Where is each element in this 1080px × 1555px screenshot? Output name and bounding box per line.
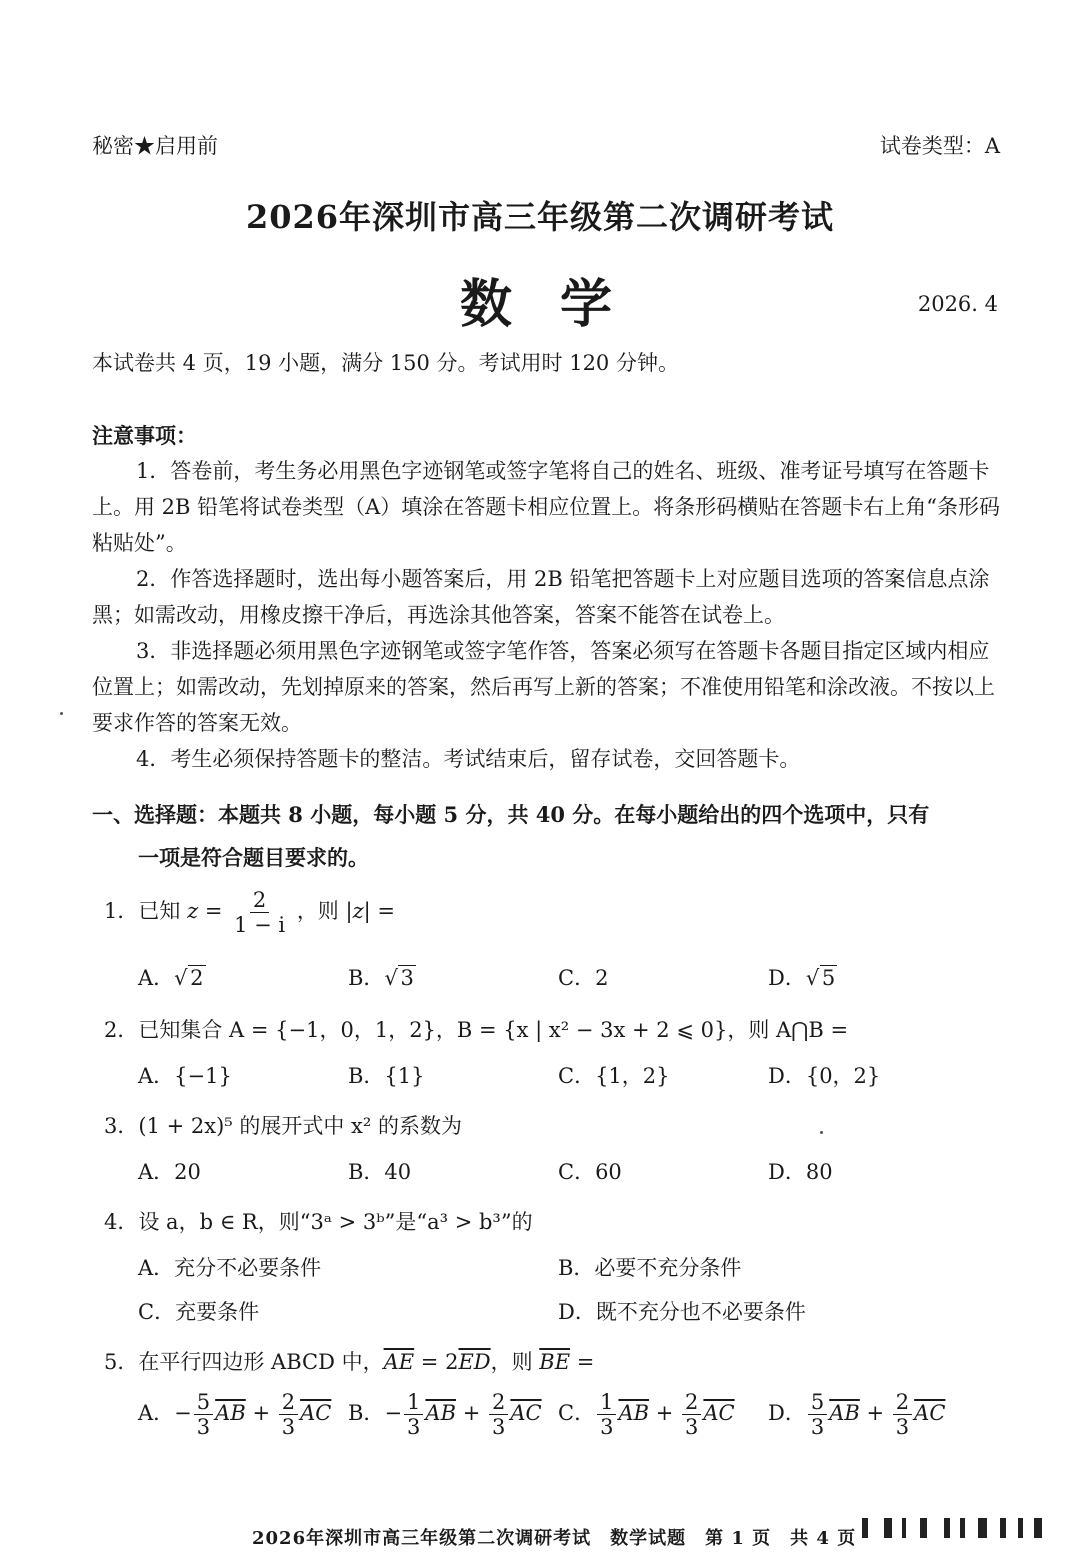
option-d: D．既不充分也不必要条件: [558, 1300, 806, 1324]
option-c: C．充要条件: [138, 1300, 260, 1324]
exam-date: 2026. 4: [917, 292, 998, 316]
subject-title: 数学: [460, 274, 661, 335]
option-a: A．充分不必要条件: [138, 1256, 322, 1280]
scan-speck: [820, 1131, 823, 1134]
option-c: C．60: [558, 1160, 622, 1184]
section-heading: 一、选择题：本题共 8 小题，每小题 5 分，共 40 分。在每小题给出的四个选项中，只有: [92, 802, 930, 827]
question-3: 3．(1 + 2x)⁵ 的展开式中 x² 的系数为: [104, 1114, 462, 1138]
notice-heading: 注意事项：: [92, 423, 197, 448]
option-b: B．− $\frac{1}{3}$ $\overline{AB}$ + $\frac{2}{3}$ $\overline{AC}$: [348, 1390, 542, 1439]
option-b: B．{1}: [348, 1064, 425, 1088]
exam-intro: 本试卷共 4 页，19 小题，满分 150 分。考试用时 120 分钟。: [92, 351, 679, 375]
scan-speck: [60, 712, 63, 715]
option-d: D．80: [768, 1160, 833, 1184]
notice-item: 4．考生必须保持答题卡的整洁。考试结束后，留存试卷，交回答题卡。: [136, 747, 801, 771]
fraction: $\frac{2}{1 - i}$: [234, 888, 286, 937]
option-a: A．20: [138, 1160, 201, 1184]
question-2: 2．已知集合 A = {−1，0，1，2}，B = {x | x² − 3x + 2 ⩽ 0}，则 A⋂B =: [104, 1018, 849, 1042]
option-b: B．40: [348, 1160, 412, 1184]
page-footer: 2026年深圳市高三年级第二次调研考试 数学试题 第 1 页 共 4 页: [252, 1528, 857, 1549]
option-d: D． √ 5: [768, 962, 837, 992]
option-c: C．2: [558, 966, 609, 990]
notice-item: 2．作答选择题时，选出每小题答案后，用 2B 铅笔把答题卡上对应题目选项的答案信息点涂黑；如需改动，用橡皮擦干净后，再选涂其他答案，答案不能答在试卷上。: [92, 567, 990, 627]
paper-type: 试卷类型：A: [879, 134, 1000, 158]
notice-item: 1．答卷前，考生务必用黑色字迹钢笔或签字笔将自己的姓名、班级、准考证号填写在答题卡上。用 2B 铅笔将试卷类型（A）填涂在答题卡相应位置上。将条形码横贴在答题卡右上角“条形码粘贴处”。: [92, 459, 1001, 555]
exam-title: 2026年深圳市高三年级第二次调研考试: [245, 198, 835, 236]
option-a: A． √ 2: [138, 962, 206, 992]
option-a: A．− $\frac{5}{3}$ $\overline{AB}$ + $\frac{2}{3}$ $\overline{AC}$: [138, 1390, 332, 1439]
notice-item: 3．非选择题必须用黑色字迹钢笔或签字笔作答，答案必须写在答题卡各题目指定区域内相应位置上；如需改动，先划掉原来的答案，然后再写上新的答案；不准使用铅笔和涂改液。不按以上要求作答的答案无效。: [92, 639, 995, 735]
question-5: 5．在平行四边形 ABCD 中，$\overline{AE} = 2\overline{ED}$，则 $\overline{BE}$ =: [104, 1350, 595, 1374]
option-d: D．{0，2}: [768, 1064, 881, 1088]
option-b: B． √ 3: [348, 962, 416, 992]
option-b: B．必要不充分条件: [558, 1256, 742, 1280]
option-c: C．{1，2}: [558, 1064, 670, 1088]
section-heading-cont: 一项是符合题目要求的。: [138, 845, 369, 870]
question-4: 4．设 a，b ∈ R，则“3ᵃ > 3ᵇ”是“a³ > b³”的: [104, 1210, 533, 1234]
option-a: A．{−1}: [138, 1064, 232, 1088]
question-1: 1．已知 z = $\frac{2}{1 - i}$ ，则 |z| =: [104, 888, 396, 937]
option-d: D． $\frac{5}{3}$ $\overline{AB}$ + $\frac{2}{3}$ $\overline{AC}$: [768, 1390, 946, 1439]
option-c: C． $\frac{1}{3}$ $\overline{AB}$ + $\frac{2}{3}$ $\overline{AC}$: [558, 1390, 735, 1439]
secret-label: 秘密★启用前: [92, 134, 218, 158]
barcode-mark: [862, 1518, 1057, 1538]
